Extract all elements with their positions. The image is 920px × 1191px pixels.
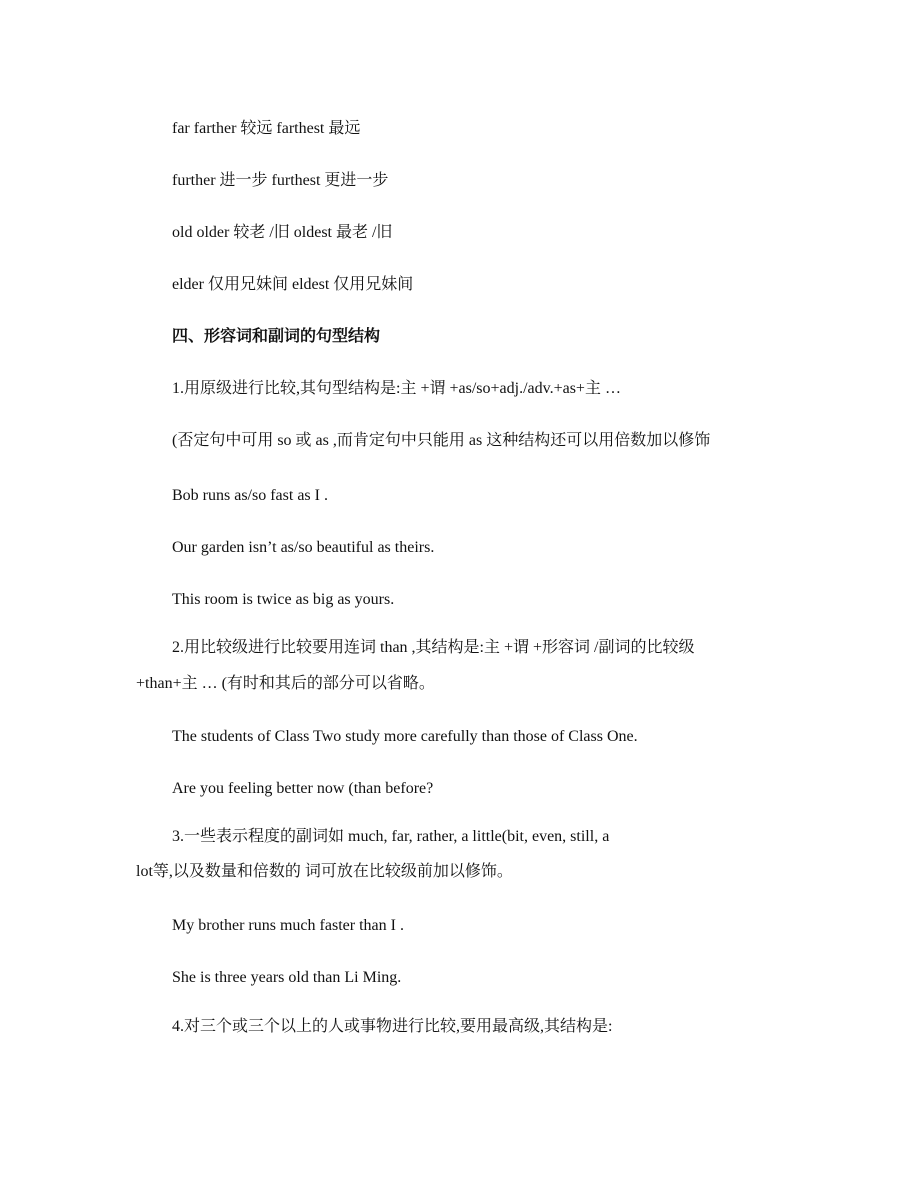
rule-2-line-1: 2.用比较级进行比较要用连词 than ,其结构是:主 +谓 +形容词 /副词的比较级 xyxy=(172,639,695,656)
rule-3-line-1: 3.一些表示程度的副词如 much, far, rather, a little(bit, even, still, a xyxy=(172,828,610,845)
text-line-old: old older 较老 /旧 oldest 最老 /旧 xyxy=(172,224,393,241)
rule-3-line-2: lot等,以及数量和倍数的 词可放在比较级前加以修饰。 xyxy=(136,863,513,880)
rule-1-note: (否定句中可用 so 或 as ,而肯定句中只能用 as 这种结构还可以用倍数加以修饰 xyxy=(172,432,711,449)
example-she: She is three years old than Li Ming. xyxy=(172,969,402,986)
text-line-further: further 进一步 furthest 更进一步 xyxy=(172,172,389,189)
example-room: This room is twice as big as yours. xyxy=(172,591,395,608)
example-students: The students of Class Two study more carefully than those of Class One. xyxy=(172,728,638,745)
rule-2-line-2: +than+主 … (有时和其后的部分可以省略。 xyxy=(136,675,435,692)
example-garden: Our garden isn’t as/so beautiful as theirs. xyxy=(172,539,435,556)
rule-4: 4.对三个或三个以上的人或事物进行比较,要用最高级,其结构是: xyxy=(172,1018,613,1035)
example-feeling: Are you feeling better now (than before? xyxy=(172,780,434,797)
section-heading: 四、形容词和副词的句型结构 xyxy=(172,328,381,345)
text-line-elder: elder 仅用兄妹间 eldest 仅用兄妹间 xyxy=(172,276,414,293)
text-line-far: far farther 较远 farthest 最远 xyxy=(172,120,361,137)
example-brother: My brother runs much faster than I . xyxy=(172,917,404,934)
example-bob: Bob runs as/so fast as I . xyxy=(172,487,328,504)
rule-1: 1.用原级进行比较,其句型结构是:主 +谓 +as/so+adj./adv.+as+主 … xyxy=(172,380,621,397)
